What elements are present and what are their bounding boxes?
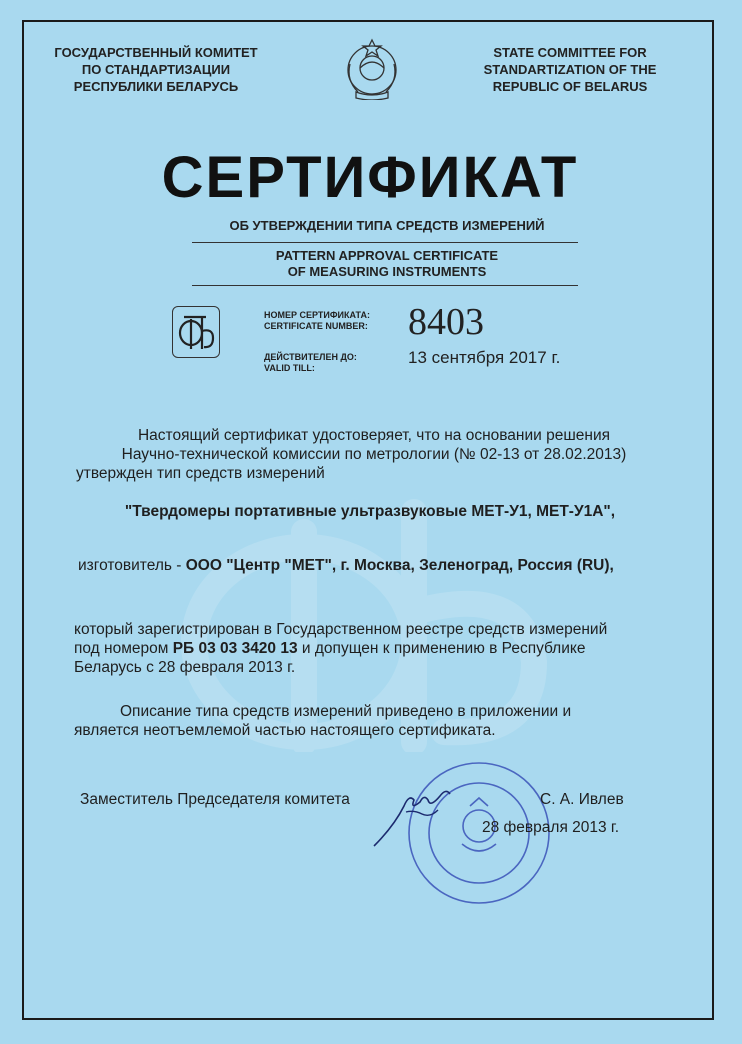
manufacturer-prefix: изготовитель - [78, 557, 186, 574]
document-title: СЕРТИФИКАТ [161, 145, 579, 210]
valid-till-date: 13 сентября 2017 г. [408, 348, 561, 367]
divider [192, 285, 578, 286]
label-line: ДЕЙСТВИТЕЛЕН ДО: [264, 352, 357, 362]
certificate-number: 8403 [408, 301, 484, 343]
header-right-line: STATE COMMITTEE FOR [493, 45, 647, 60]
signatory-position: Заместитель Председателя комитета [80, 791, 350, 808]
header-left-line: ГОСУДАРСТВЕННЫЙ КОМИТЕТ [54, 45, 258, 60]
handwritten-signature [364, 766, 454, 856]
registry-prefix: под номером [74, 640, 173, 657]
manufacturer-name: ООО "Центр "МЕТ", г. Москва, Зеленоград, Россия (RU), [185, 557, 614, 574]
valid-till-label [264, 352, 357, 374]
certificate-frame [22, 20, 714, 1020]
paragraph-line: который зарегистрирован в Государственном реестре средств измерений [74, 621, 608, 638]
description-paragraph [74, 702, 571, 740]
manufacturer-line [78, 556, 614, 575]
paragraph-line: Беларусь с 28 февраля 2013 г. [74, 659, 296, 676]
paragraph-line: является неотъемлемой частью настоящего сертификата. [74, 722, 496, 739]
subtitle-en-line: PATTERN APPROVAL CERTIFICATE [275, 248, 499, 263]
signature-date: 28 февраля 2013 г. [482, 819, 619, 836]
divider [192, 242, 578, 243]
header-right-line: STANDARTIZATION OF THE [483, 62, 657, 77]
paragraph-line: утвержден тип средств измерений [76, 465, 325, 482]
subtitle-en [192, 248, 582, 280]
registry-suffix: и допущен к применению в Республике [297, 640, 586, 657]
header-right-line: REPUBLIC OF BELARUS [492, 79, 648, 94]
certificate-number-label [264, 310, 370, 332]
instrument-name: "Твердомеры портативные ультразвуковые МЕТ-У1, МЕТ-У1А", [124, 503, 616, 520]
registry-paragraph [74, 620, 607, 677]
paragraph-line: Научно-технической комиссии по метрологии (№ 02-13 от 28.02.2013) [121, 446, 627, 463]
standards-logo [172, 306, 220, 358]
header-right [472, 44, 668, 95]
header-left-line: РЕСПУБЛИКИ БЕЛАРУСЬ [73, 79, 239, 94]
header-left [48, 44, 264, 95]
coat-of-arms-icon [342, 36, 402, 100]
signatory-name: С. А. Ивлев [540, 791, 624, 808]
standards-logo-icon [173, 307, 219, 357]
registry-number: РБ 03 03 3420 13 [172, 640, 298, 657]
paragraph-line: Настоящий сертификат удостоверяет, что на основании решения [137, 427, 611, 444]
paragraph-line: Описание типа средств измерений приведено в приложении и [120, 703, 572, 720]
subtitle-en-line: OF MEASURING INSTRUMENTS [287, 264, 487, 279]
intro-paragraph [74, 426, 674, 483]
label-line: VALID TILL: [264, 363, 315, 373]
label-line: CERTIFICATE NUMBER: [264, 321, 368, 331]
header-left-line: ПО СТАНДАРТИЗАЦИИ [81, 62, 231, 77]
label-line: НОМЕР СЕРТИФИКАТА: [264, 310, 370, 320]
subtitle-ru: ОБ УТВЕРЖДЕНИИ ТИПА СРЕДСТВ ИЗМЕРЕНИЙ [229, 218, 545, 233]
